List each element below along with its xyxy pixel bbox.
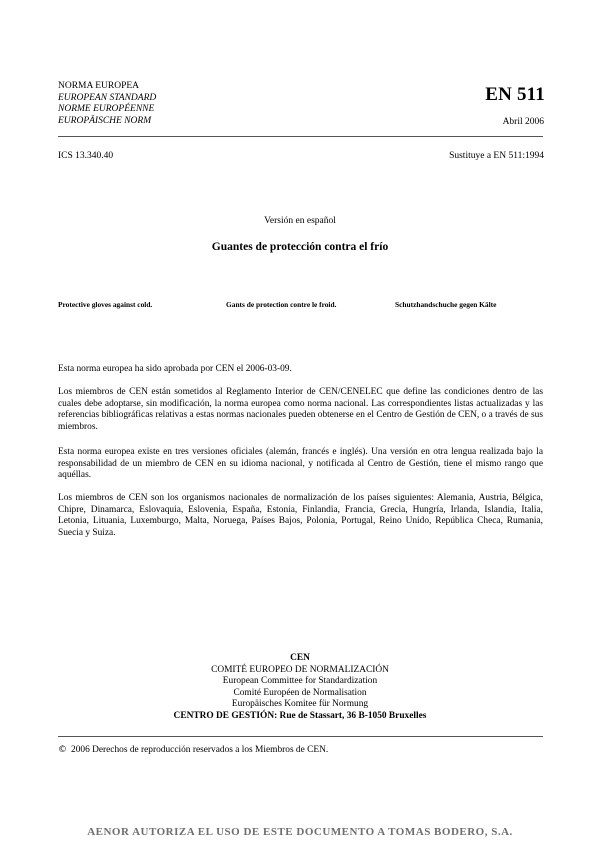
standard-number: EN 511 xyxy=(485,84,545,105)
designation-de: EUROPÄISCHE NORM xyxy=(58,115,152,126)
title-french: Gants de protection contre le froid. xyxy=(226,300,337,309)
ics-code: ICS 13.340.40 xyxy=(58,151,114,161)
title-german: Schutzhandschuche gegen Kälte xyxy=(395,300,497,309)
cen-name-german: Europäisches Komitee für Normung xyxy=(231,699,369,710)
title-english: Protective gloves against cold. xyxy=(58,300,153,309)
official-versions-paragraph: Esta norma europea existe en tres versiones oficiales (alemán, francés e inglés). Una versión en otra lengua realizada bajo la responsabilidad de un miembro de CEN en su idioma nacional, y notificada al Centro de Gestión, tiene el mismo rango que aquéllas. xyxy=(58,447,543,481)
copyright-notice xyxy=(58,745,328,755)
copyright-icon: © xyxy=(58,745,67,755)
replaces-note: Sustituye a EN 511:1994 xyxy=(449,151,544,161)
cen-name-english: European Committee for Standardization xyxy=(222,676,378,687)
cen-address: CENTRO DE GESTIÓN: Rue de Stassart, 36 B-1050 Bruxelles xyxy=(173,710,427,721)
cen-name-spanish: COMITÉ EUROPEO DE NORMALIZACIÓN xyxy=(211,664,389,675)
standard-designations xyxy=(58,81,156,127)
cen-name-french: Comité Européen de Normalisation xyxy=(233,687,367,698)
members-rules-paragraph: Los miembros de CEN están sometidos al Reglamento Interior de CEN/CENELEC que define las condiciones dentro de las cuales debe adoptarse, sin modificación, la norma europea como norma nacional. Las correspondientes listas actualizadas y las referencias bibliográficas relativas a estas normas nacionales pueden obtenerse en el Centro de Gestión de CEN, o a través de sus miembros. xyxy=(58,387,543,432)
license-watermark: AENOR AUTORIZA EL USO DE ESTE DOCUMENTO A TOMAS BODERO, S.A. xyxy=(87,826,513,838)
designation-en: EUROPEAN STANDARD xyxy=(58,92,157,103)
copyright-text: 2006 Derechos de reproducción reservados a los Miembros de CEN. xyxy=(71,745,329,755)
approval-paragraph: Esta norma europea ha sido aprobada por CEN el 2006-03-09. xyxy=(58,364,292,374)
publication-date: Abril 2006 xyxy=(502,117,544,127)
cen-acronym: CEN xyxy=(290,653,310,663)
document-title: Guantes de protección contra el frío xyxy=(211,241,389,253)
footer-divider xyxy=(58,736,543,737)
member-countries-paragraph: Los miembros de CEN son los organismos nacionales de normalización de los países siguientes: Alemania, Austria, Bélgica, Chipre, Dinamarca, Eslovaquia, Eslovenia, España, Estonia, Finlandia, Francia, Grecia, Hungría, Irlanda, Islandia, Italia, Letonia, Lituania, Luxemburgo, Malta, Noruega, Países Bajos, Polonia, Portugal, Reino Unido, República Checa, Rumania, Suecia y Suiza. xyxy=(58,493,543,538)
cen-organization-block xyxy=(0,653,600,723)
header-divider xyxy=(58,136,543,137)
designation-es: NORMA EUROPEA xyxy=(58,81,140,91)
designation-fr: NORME EUROPÉENNE xyxy=(58,104,155,114)
version-language: Versión en español xyxy=(264,216,336,226)
